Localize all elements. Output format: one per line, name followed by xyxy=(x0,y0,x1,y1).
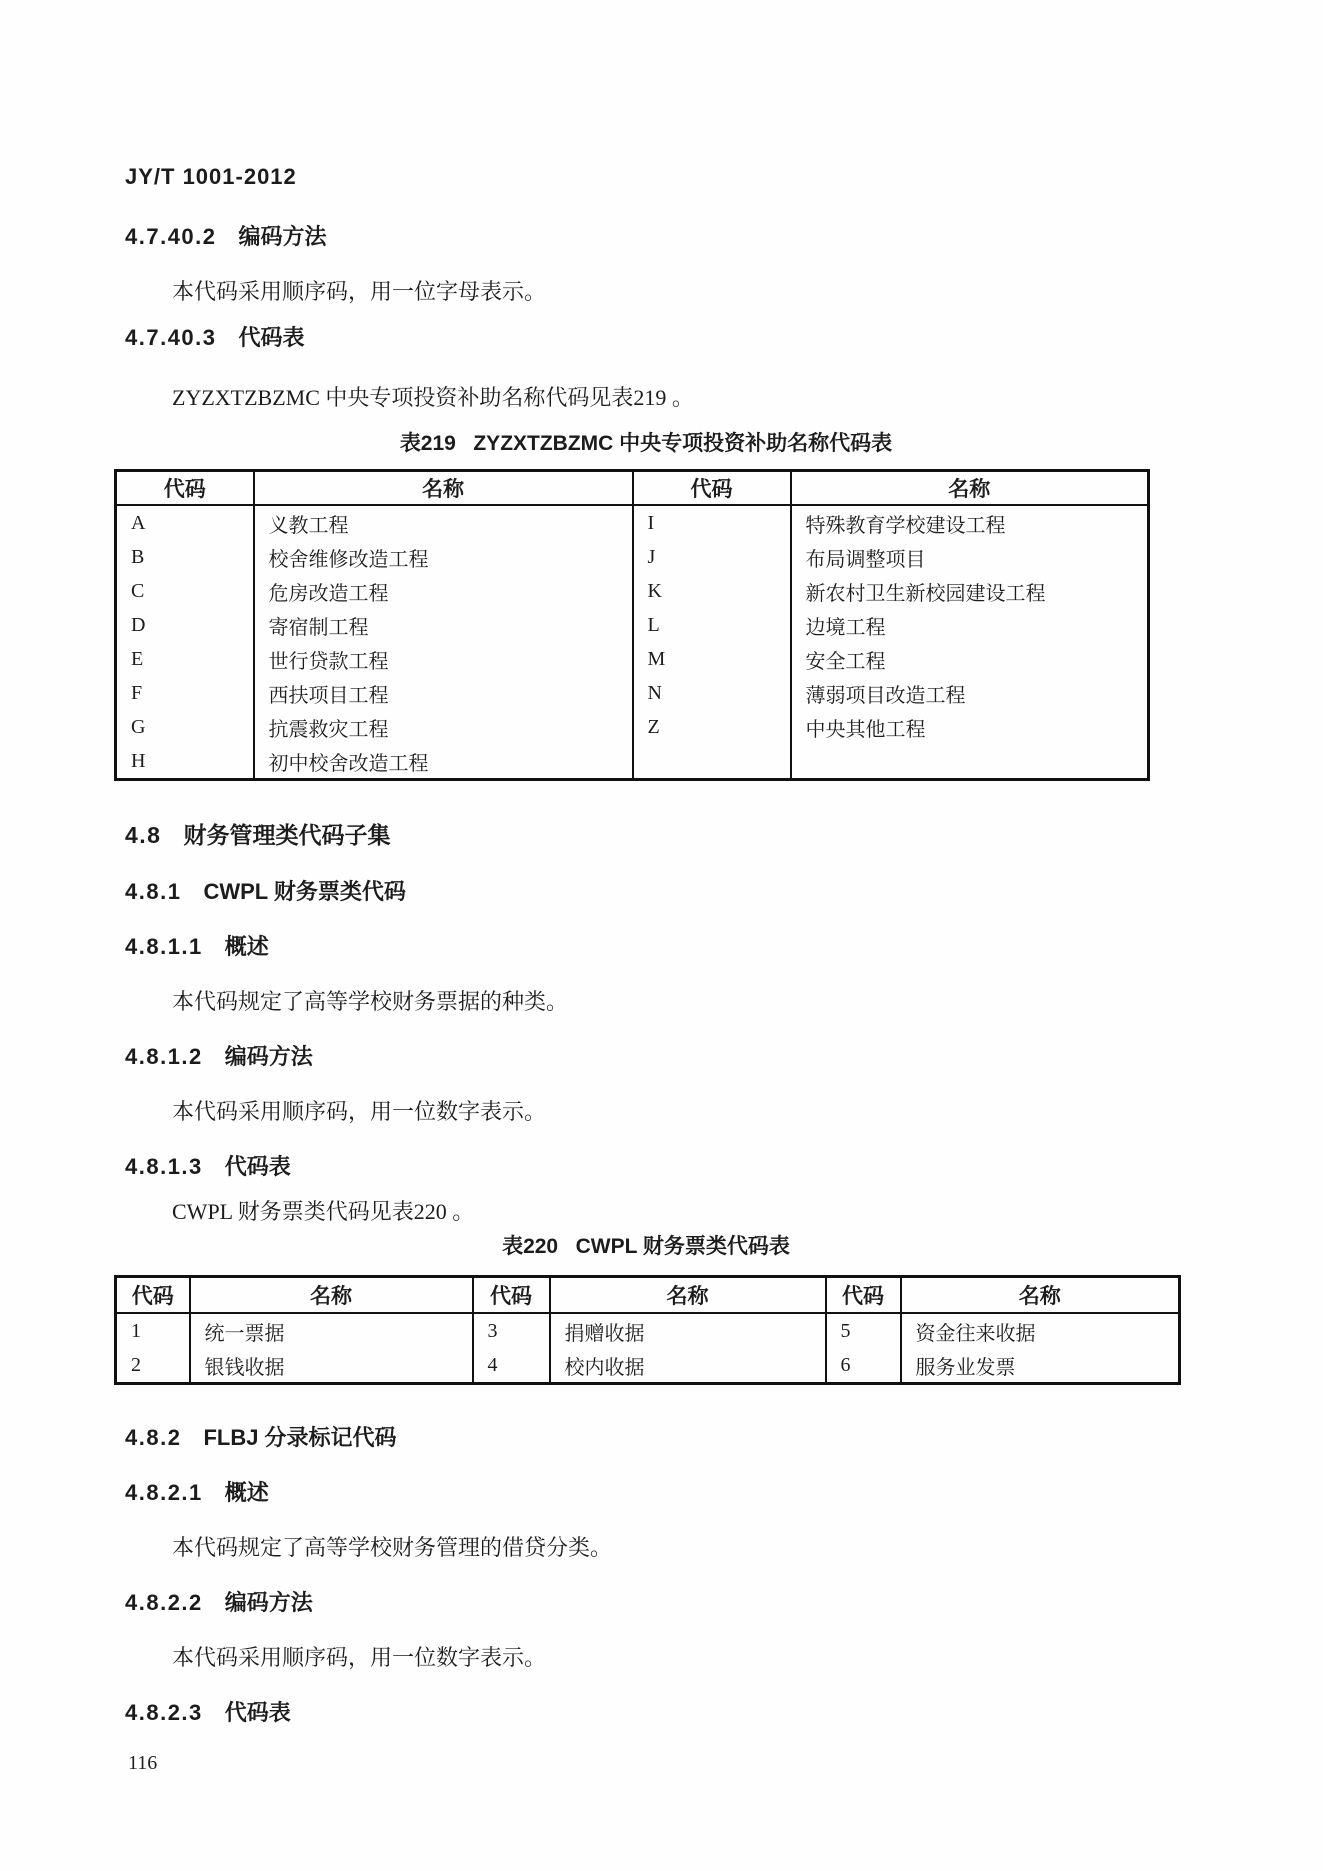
name-cell xyxy=(791,744,1149,780)
section-number: 4.8.1.1 xyxy=(125,934,203,959)
name-cell: 薄弱项目改造工程 xyxy=(791,676,1149,710)
table-row xyxy=(116,642,1149,676)
name-cell: 中央其他工程 xyxy=(791,710,1149,744)
section-heading-4-8-2 xyxy=(125,1423,1178,1453)
code-cell: J xyxy=(633,540,791,574)
name-cell: 义教工程 xyxy=(254,505,633,540)
name-cell: 初中校舍改造工程 xyxy=(254,744,633,780)
paragraph-cwpl-definition: 本代码规定了高等学校财务票据的种类。 xyxy=(172,989,569,1014)
section-number: 4.8.2.3 xyxy=(125,1700,203,1725)
code-cell: 2 xyxy=(131,1353,141,1376)
code-cell: Z xyxy=(633,710,791,744)
header-cell-name: 名称 xyxy=(190,1277,473,1314)
name-cell: 特殊教育学校建设工程 xyxy=(791,505,1149,540)
table-219-header xyxy=(116,471,1149,506)
header-cell-name: 名称 xyxy=(254,471,633,506)
name-cell: 安全工程 xyxy=(791,642,1149,676)
section-number: 4.8.2.1 xyxy=(125,1480,203,1505)
section-number: 4.8.1.3 xyxy=(125,1154,203,1179)
code-cell: 3 xyxy=(473,1313,550,1348)
code-cell: 6 xyxy=(826,1348,901,1384)
code-cell: G xyxy=(131,715,146,738)
name-cell: 服务业发票 xyxy=(901,1348,1180,1384)
code-cell xyxy=(633,744,791,780)
code-cell: H xyxy=(131,749,146,772)
doc-reference: JY/T 1001-2012 xyxy=(125,164,297,189)
table-219-title: 表219 ZYZXTZBZMC 中央专项投资补助名称代码表 xyxy=(399,432,893,455)
table-row xyxy=(116,574,1149,608)
page-number: 116 xyxy=(128,1752,158,1774)
section-title: 编码方法 xyxy=(224,1590,313,1615)
section-title: 财务管理类代码子集 xyxy=(183,822,391,848)
code-cell: N xyxy=(633,676,791,710)
paragraph-coding-method-digit2: 本代码采用顺序码，用一位数字表示。 xyxy=(172,1645,547,1670)
section-title: 概述 xyxy=(224,934,269,959)
section-title: 概述 xyxy=(224,1480,269,1505)
section-title: FLBJ 分录标记代码 xyxy=(203,1425,397,1450)
header-cell-code: 代码 xyxy=(116,1277,190,1314)
header-cell-name: 名称 xyxy=(901,1277,1180,1314)
name-cell: 寄宿制工程 xyxy=(254,608,633,642)
page-content xyxy=(114,162,1178,1753)
paragraph-table219-reference: ZYZXTZBZMC 中央专项投资补助名称代码见表219 。 xyxy=(172,385,694,410)
table-219 xyxy=(114,469,1150,781)
code-cell: K xyxy=(633,574,791,608)
code-cell: M xyxy=(633,642,791,676)
section-heading-4-8-1-1 xyxy=(125,932,1178,962)
code-cell: 5 xyxy=(826,1313,901,1348)
table-row xyxy=(116,540,1149,574)
section-heading-4-8 xyxy=(125,819,1178,851)
section-number: 4.8.1.2 xyxy=(125,1044,203,1069)
code-cell: F xyxy=(131,681,143,704)
name-cell: 资金往来收据 xyxy=(901,1313,1180,1348)
section-title: 编码方法 xyxy=(224,1044,313,1069)
header-cell-code: 代码 xyxy=(826,1277,901,1314)
table-row xyxy=(116,676,1149,710)
code-cell: I xyxy=(633,505,791,540)
header-cell-name: 名称 xyxy=(791,471,1149,506)
table-220-body xyxy=(116,1313,1180,1384)
section-heading-4-7-40-2 xyxy=(125,222,1178,252)
name-cell: 抗震救灾工程 xyxy=(254,710,633,744)
table-row xyxy=(116,1313,1180,1348)
section-number: 4.8 xyxy=(125,822,162,848)
table-220-title: 表220 CWPL 财务票类代码表 xyxy=(502,1235,790,1258)
section-heading-4-8-2-2 xyxy=(125,1588,1178,1618)
table-row xyxy=(116,744,1149,780)
paragraph-coding-method-digit: 本代码采用顺序码，用一位数字表示。 xyxy=(172,1099,547,1124)
name-cell: 布局调整项目 xyxy=(791,540,1149,574)
table-row xyxy=(116,710,1149,744)
paragraph-table220-reference: CWPL 财务票类代码见表220 。 xyxy=(172,1199,475,1224)
section-title: 编码方法 xyxy=(238,224,327,249)
code-cell: B xyxy=(131,545,145,568)
name-cell: 校内收据 xyxy=(550,1348,826,1384)
table-row xyxy=(116,608,1149,642)
code-cell: D xyxy=(131,613,146,636)
code-cell: 1 xyxy=(131,1319,141,1342)
table-220-header xyxy=(116,1277,1180,1314)
section-heading-4-8-1 xyxy=(125,877,1178,907)
name-cell: 西扶项目工程 xyxy=(254,676,633,710)
name-cell: 校舍维修改造工程 xyxy=(254,540,633,574)
paragraph-coding-method-letter: 本代码采用顺序码，用一位字母表示。 xyxy=(172,279,547,304)
section-title: 代码表 xyxy=(224,1700,291,1725)
name-cell: 捐赠收据 xyxy=(550,1313,826,1348)
name-cell: 危房改造工程 xyxy=(254,574,633,608)
table-row xyxy=(116,1348,1180,1384)
name-cell: 新农村卫生新校园建设工程 xyxy=(791,574,1149,608)
section-number: 4.8.2.2 xyxy=(125,1590,203,1615)
section-title: 代码表 xyxy=(238,325,305,350)
header-cell-code: 代码 xyxy=(633,471,791,506)
table-row xyxy=(116,505,1149,540)
name-cell: 统一票据 xyxy=(190,1313,473,1348)
section-heading-4-8-1-2 xyxy=(125,1042,1178,1072)
code-cell: A xyxy=(131,511,146,534)
section-title: CWPL 财务票类代码 xyxy=(203,879,406,904)
code-cell: L xyxy=(633,608,791,642)
section-number: 4.7.40.3 xyxy=(125,325,217,350)
header-cell-name: 名称 xyxy=(550,1277,826,1314)
section-number: 4.8.2 xyxy=(125,1425,182,1450)
code-cell: E xyxy=(131,647,144,670)
section-heading-4-8-1-3 xyxy=(125,1152,1178,1182)
table-header-row xyxy=(116,1277,1180,1314)
table-219-body xyxy=(116,505,1149,780)
header-cell-code: 代码 xyxy=(116,471,254,506)
paragraph-flbj-definition: 本代码规定了高等学校财务管理的借贷分类。 xyxy=(172,1535,613,1560)
code-cell: 4 xyxy=(473,1348,550,1384)
name-cell: 银钱收据 xyxy=(190,1348,473,1384)
section-heading-4-7-40-3 xyxy=(125,323,1178,353)
table-220 xyxy=(114,1275,1181,1385)
section-heading-4-8-2-1 xyxy=(125,1478,1178,1508)
section-title: 代码表 xyxy=(224,1154,291,1179)
code-cell: C xyxy=(131,579,145,602)
name-cell: 世行贷款工程 xyxy=(254,642,633,676)
name-cell: 边境工程 xyxy=(791,608,1149,642)
header-cell-code: 代码 xyxy=(473,1277,550,1314)
table-header-row xyxy=(116,471,1149,506)
section-number: 4.7.40.2 xyxy=(125,224,217,249)
section-number: 4.8.1 xyxy=(125,879,182,904)
section-heading-4-8-2-3 xyxy=(125,1698,1178,1728)
